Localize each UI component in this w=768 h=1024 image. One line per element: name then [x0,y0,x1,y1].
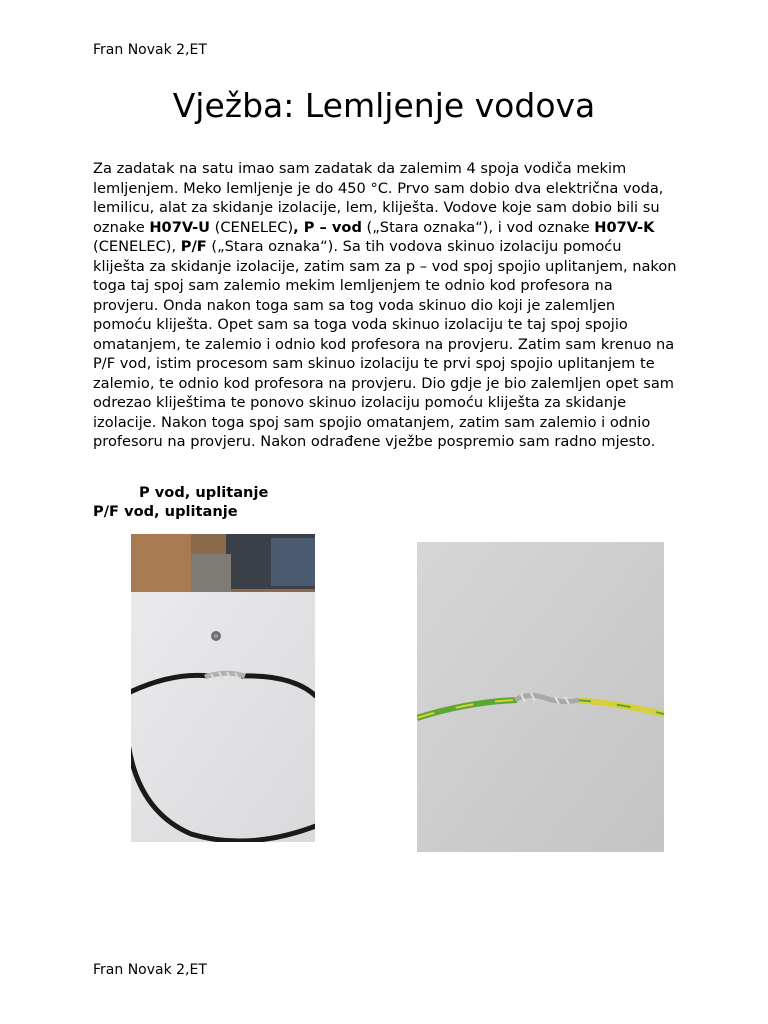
page-header: Fran Novak 2,ET [93,42,207,58]
page-footer: Fran Novak 2,ET [93,962,207,978]
caption-p-vod: P vod, uplitanje [139,484,269,501]
paragraph-text: (CENELEC) [210,218,294,236]
cable-code-h07v-k: H07V-K [594,218,655,236]
document-title: Vježba: Lemljenje vodova [172,86,596,125]
paragraph-text: („Stara oznaka“), i vod oznake [361,218,595,236]
body-paragraph [93,159,678,452]
cable-type-p-vod: , P – vod [293,218,362,236]
cable-code-h07v-u: H07V-U [149,218,211,236]
photo-black-wire-joint [131,534,315,842]
cable-type-pf: P/F [180,238,207,255]
paragraph-text: Za zadatak na satu imao sam zadatak da zalemim 4 spoja vodiča mekim lemljenjem. Meko lemljenje je do 450 °C. Prvo sam dobio dva električna voda, lemilicu, alat za skidanje izolacije, lem, kliješta. Vodove koje sam dobio bili su oznake [93,160,664,236]
paragraph-text: (CENELEC), [93,238,181,255]
photo-green-yellow-wire-joint [417,542,664,852]
caption-pf-vod: P/F vod, uplitanje [93,503,238,520]
paragraph-text: („Stara oznaka“). Sa tih vodova skinuo izolaciju pomoću kliješta za skidanje izolacije, zatim sam za p – vod spoj spojio uplitanjem, nakon toga taj spoj sam zalemio mekim lemljenjem te odnio kod profesora na provjeru. Onda nakon toga sam sa tog voda skinuo dio koji je zalemljen pomoću kliješta. Opet sam sa toga voda skinuo izolaciju te taj spoj spojio omatanjem, te zalemio i odnio kod profesora na provjeru. Zatim sam krenuo na P/F vod, istim procesom sam skinuo izolaciju te prvi spoj spojio uplitanjem te zalemio, te odnio kod profesora na provjeru. Dio gdje je bio zalemljen opet sam odrezao kliještima te ponovo skinuo izolaciju pomoću kliješta za skidanje izolacije. Nakon toga spoj sam spojio omatanjem, zatim sam zalemio i odnio profesoru na provjeru. Nakon odrađene vježbe pospremio sam radno mjesto. [93,238,677,450]
